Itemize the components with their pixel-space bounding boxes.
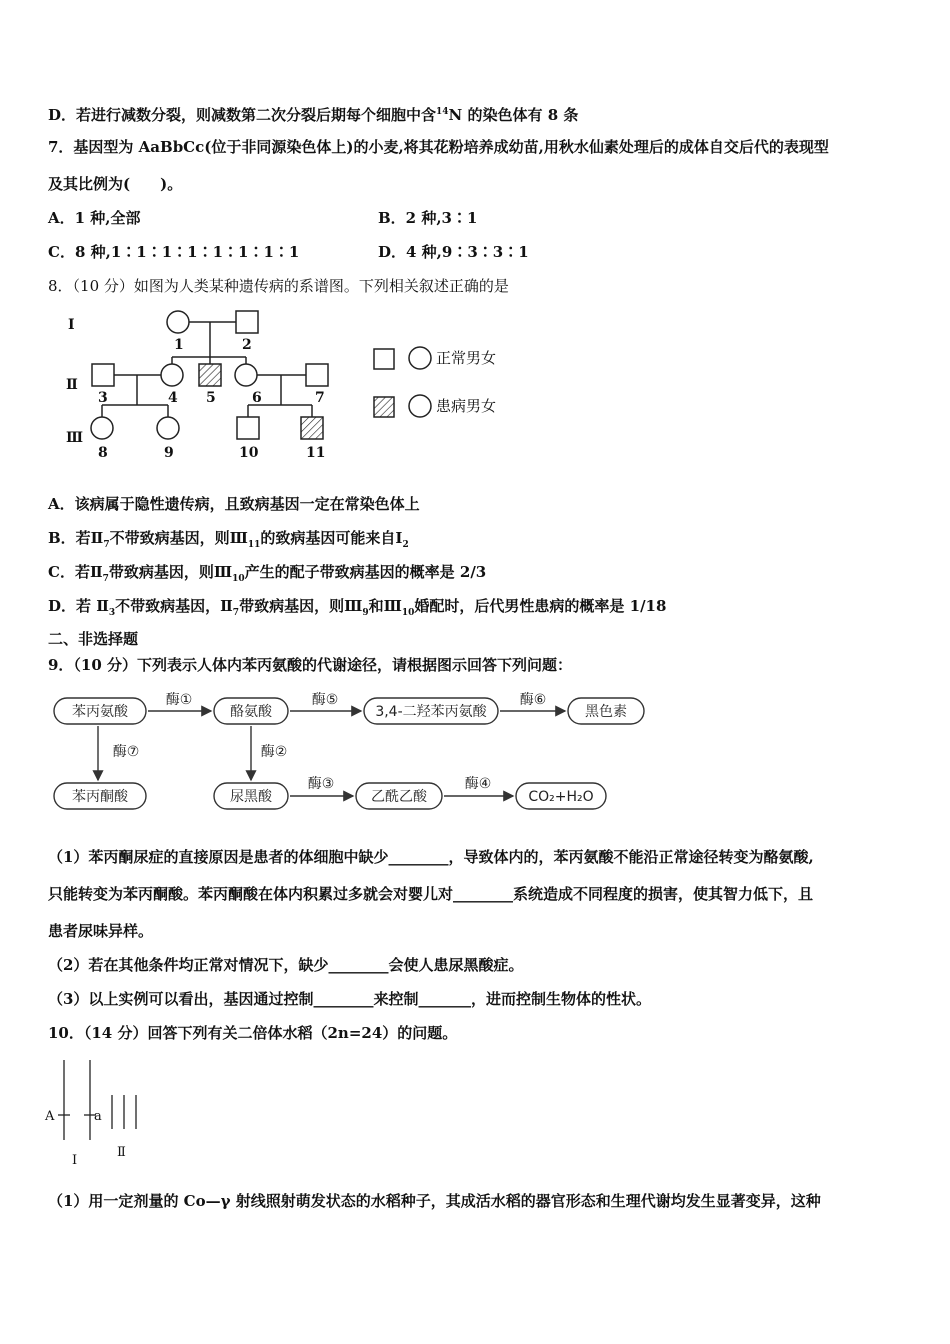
q8-option-d: D．若 $Ⅱ_3$不带致病基因，$Ⅱ_7$带致病基因，则$Ⅲ_9$和$Ⅲ_{10}$婚配时，后代男性患病的概率是 1/18: [48, 597, 667, 618]
enzyme-2-label: 酶②: [260, 744, 288, 760]
enzyme-1-label: 酶①: [165, 692, 193, 708]
pedigree-i2-male: [236, 311, 258, 333]
pedigree-label-4: 4: [168, 390, 178, 406]
pedigree-label-9: 9: [164, 445, 174, 461]
pedigree-ii3-male: [92, 364, 114, 386]
legend-affected-label: 患病男女: [436, 397, 497, 415]
pedigree-label-11: 11: [306, 445, 326, 461]
q8-option-b: B．若$Ⅱ_7$不带致病基因，则$Ⅲ_{11}$的致病基因可能来自$Ⅰ_2$: [48, 529, 409, 550]
pedigree-ii6-female: [235, 364, 257, 386]
pedigree-label-5: 5: [206, 390, 216, 406]
section-heading: 二、非选择题: [48, 630, 139, 648]
figure-label-i: Ⅰ: [72, 1153, 78, 1168]
pedigree-label-6: 6: [252, 390, 262, 406]
node-acetoacetate-label: 乙酰乙酸: [371, 789, 427, 805]
pedigree-label-2: 2: [242, 337, 252, 353]
q7-option-c: C．8 种,1∶1∶1∶1∶1∶1∶1∶1: [48, 243, 300, 261]
node-melanin-label: 黑色素: [585, 704, 627, 720]
node-homogentisate-label: 尿黑酸: [230, 789, 272, 805]
pedigree-iii8-female: [91, 417, 113, 439]
pedigree-ii5-male-affected: [199, 364, 221, 386]
q9-part1-line2: 只能转变为苯丙酮酸。苯丙酮酸在体内积累过多就会对婴儿对________系统造成不同程度的损害，使其智力低下，且: [48, 885, 814, 903]
q7-option-d: D．4 种,9∶3∶3∶1: [378, 243, 529, 261]
enzyme-5-label: 酶⑤: [311, 692, 339, 708]
figure-label-ii: Ⅱ: [117, 1145, 126, 1160]
pedigree-label-7: 7: [315, 390, 325, 406]
node-tyrosine-label: 酪氨酸: [230, 704, 272, 720]
q7-stem-line2: 及其比例为( )。: [48, 175, 183, 193]
pedigree-iii10-male: [237, 417, 259, 439]
q9-part3: （3）以上实例可以看出，基因通过控制________来控制_______，进而控制生物体的性状。: [48, 990, 651, 1008]
node-dopa-label: 3,4-二羟苯丙氨酸: [375, 704, 487, 720]
pedigree-ii7-male: [306, 364, 328, 386]
q7-option-a: A．1 种,全部: [48, 209, 141, 227]
q7-option-b: B．2 种,3∶1: [378, 209, 478, 227]
legend-normal-male: [374, 349, 394, 369]
q10-part1: （1）用一定剂量的 Co—γ 射线照射萌发状态的水稻种子，其成活水稻的器官形态和生理代谢均发生显著变异，这种: [48, 1192, 821, 1210]
legend-normal-female: [409, 347, 431, 369]
pedigree-gen2-label: Ⅱ: [66, 377, 78, 393]
chromosome-figure: [40, 1058, 160, 1168]
pedigree-gen3-label: Ⅲ: [66, 430, 84, 446]
legend-affected-male: [374, 397, 394, 417]
pedigree-ii4-female: [161, 364, 183, 386]
q10-stem: 10．（14 分）回答下列有关二倍体水稻（2n=24）的问题。: [48, 1024, 458, 1042]
node-phenylalanine-label: 苯丙氨酸: [72, 704, 128, 720]
pedigree-iii9-female: [157, 417, 179, 439]
node-co2-h2o-label: CO₂+H₂O: [528, 789, 594, 805]
node-phenylpyruvate-label: 苯丙酮酸: [72, 789, 128, 805]
pedigree-label-10: 10: [239, 445, 259, 461]
q9-part1-line1: （1）苯丙酮尿症的直接原因是患者的体细胞中缺少________，导致体内的，苯丙氨酸不能沿正常途径转变为酪氨酸,: [48, 848, 814, 866]
q9-stem: 9．（10 分）下列表示人体内苯丙氨酸的代谢途径，请根据图示回答下列问题：: [48, 656, 573, 674]
pedigree-i1-female: [167, 311, 189, 333]
legend-normal-label: 正常男女: [436, 349, 497, 367]
q8-option-c: C．若$Ⅱ_7$带致病基因，则$Ⅲ_{10}$产生的配子带致病基因的概率是 2/3: [48, 563, 487, 584]
gene-label-a: a: [94, 1109, 102, 1124]
enzyme-7-label: 酶⑦: [112, 744, 140, 760]
pedigree-label-8: 8: [98, 445, 108, 461]
metabolic-pathway-diagram: [48, 688, 668, 818]
pedigree-chart: [60, 305, 540, 465]
q8-option-a: A．该病属于隐性遗传病，且致病基因一定在常染色体上: [48, 495, 420, 513]
q9-part1-line3: 患者尿味异样。: [48, 922, 154, 940]
q6-option-d: D．若进行减数分裂，则减数第二次分裂后期每个细胞中含$^{14}$N 的染色体有 8 条: [48, 106, 579, 124]
q8-stem: 8．（10 分）如图为人类某种遗传病的系谱图。下列相关叙述正确的是: [48, 277, 509, 295]
q7-stem-line1: 7．基因型为 AaBbCc(位于非同源染色体上)的小麦,将其花粉培养成幼苗,用秋水仙素处理后的成体自交后代的表现型: [48, 138, 829, 156]
legend-affected-female: [409, 395, 431, 417]
pedigree-iii11-male-affected: [301, 417, 323, 439]
pedigree-gen1-label: Ⅰ: [68, 317, 75, 333]
gene-label-A: A: [45, 1109, 55, 1124]
pedigree-label-1: 1: [174, 337, 184, 353]
q9-part2: （2）若在其他条件均正常对情况下，缺少________会使人患尿黑酸症。: [48, 956, 524, 974]
enzyme-6-label: 酶⑥: [519, 692, 547, 708]
pedigree-label-3: 3: [98, 390, 108, 406]
enzyme-4-label: 酶④: [464, 776, 492, 792]
enzyme-3-label: 酶③: [307, 776, 335, 792]
